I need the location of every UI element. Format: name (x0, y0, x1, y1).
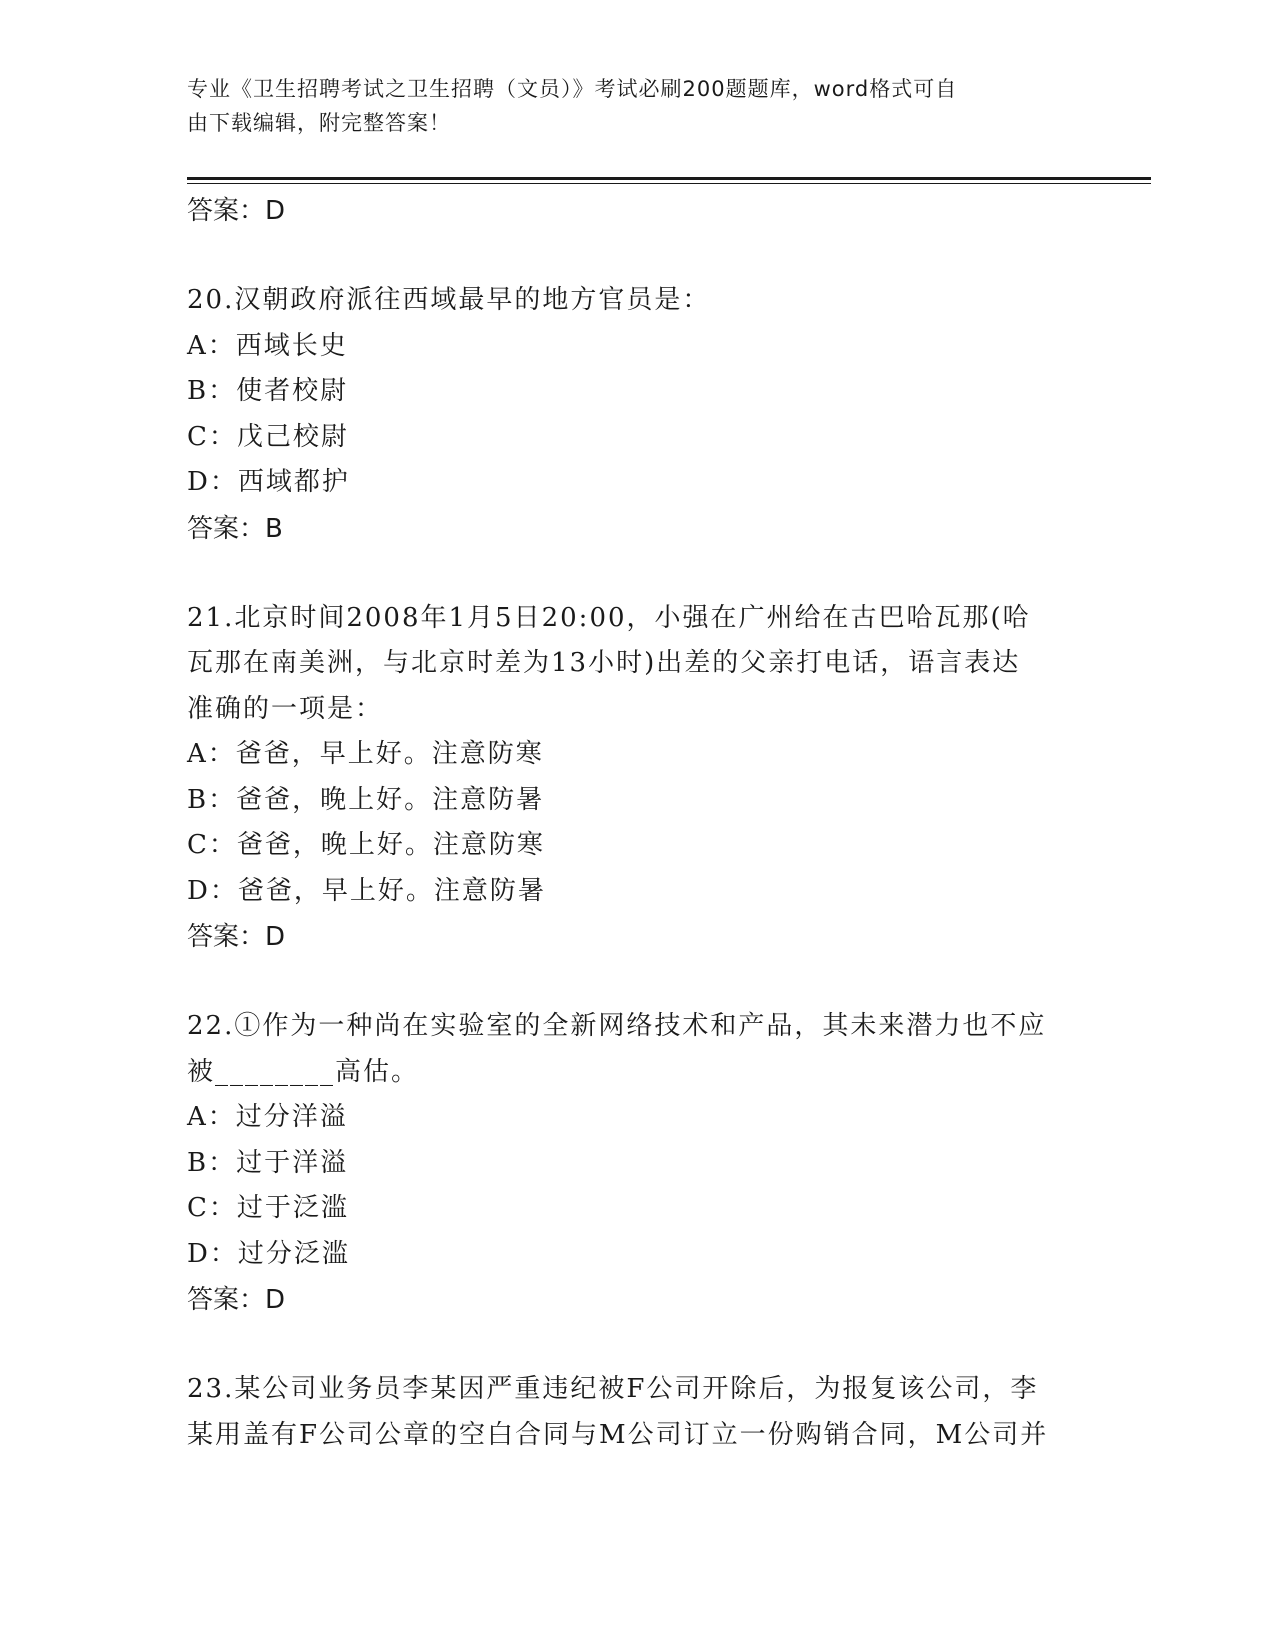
option-b: B：使者校尉 (187, 376, 349, 406)
option-b: B：爸爸，晚上好。注意防暑 (187, 784, 545, 815)
question-text: 准确的一项是： (187, 693, 384, 724)
header-line-1: 专业《卫生招聘考试之卫生招聘（文员）》考试必刷200题题库，word格式可自 (187, 77, 958, 101)
question-list (187, 188, 1087, 1458)
header-line-2: 由下载编辑，附完整答案！ (187, 111, 451, 135)
option-a: A：西域长史 (187, 330, 348, 361)
question-22 (187, 1004, 1087, 1323)
option-a: A：爸爸，早上好。注意防寒 (187, 739, 544, 769)
question-text: 21.北京时间2008年1月5日20:00，小强在广州给在古巴哈瓦那(哈 (187, 602, 1031, 633)
header-divider-thick (187, 177, 1151, 180)
option-c: C：过于泛滥 (187, 1193, 349, 1223)
question-text: 22.①作为一种尚在实验室的全新网络技术和产品，其未来潜力也不应 (187, 1011, 1047, 1041)
question-21 (187, 596, 1087, 961)
answer-line: 答案：D (187, 1285, 286, 1315)
question-text: 某用盖有F公司公章的空白合同与M公司订立一份购销合同，M公司并 (187, 1419, 1049, 1450)
document-header (187, 72, 1067, 140)
option-b: B：过于洋溢 (187, 1147, 349, 1178)
answer-line: 答案：B (187, 513, 283, 544)
question-text: 被________高估。 (187, 1056, 420, 1087)
option-c: C：戊己校尉 (187, 421, 349, 452)
answer-line: 答案：D (187, 922, 286, 952)
option-d: D：爸爸，早上好。注意防暑 (187, 875, 546, 906)
question-text: 20.汉朝政府派往西域最早的地方官员是： (187, 285, 711, 315)
option-a: A：过分洋溢 (187, 1102, 348, 1132)
question-23 (187, 1367, 1087, 1458)
option-d: D：过分泛滥 (187, 1238, 350, 1269)
question-text: 23.某公司业务员李某因严重违纪被F公司开除后，为报复该公司，李 (187, 1374, 1039, 1404)
question-20 (187, 278, 1087, 552)
answer-line: 答案：D (187, 196, 286, 226)
option-c: C：爸爸，晚上好。注意防寒 (187, 830, 545, 860)
option-d: D：西域都护 (187, 467, 350, 497)
header-divider-thin (187, 183, 1151, 184)
question-text: 瓦那在南美洲，与北京时差为13小时)出差的父亲打电话，语言表达 (187, 648, 1021, 678)
